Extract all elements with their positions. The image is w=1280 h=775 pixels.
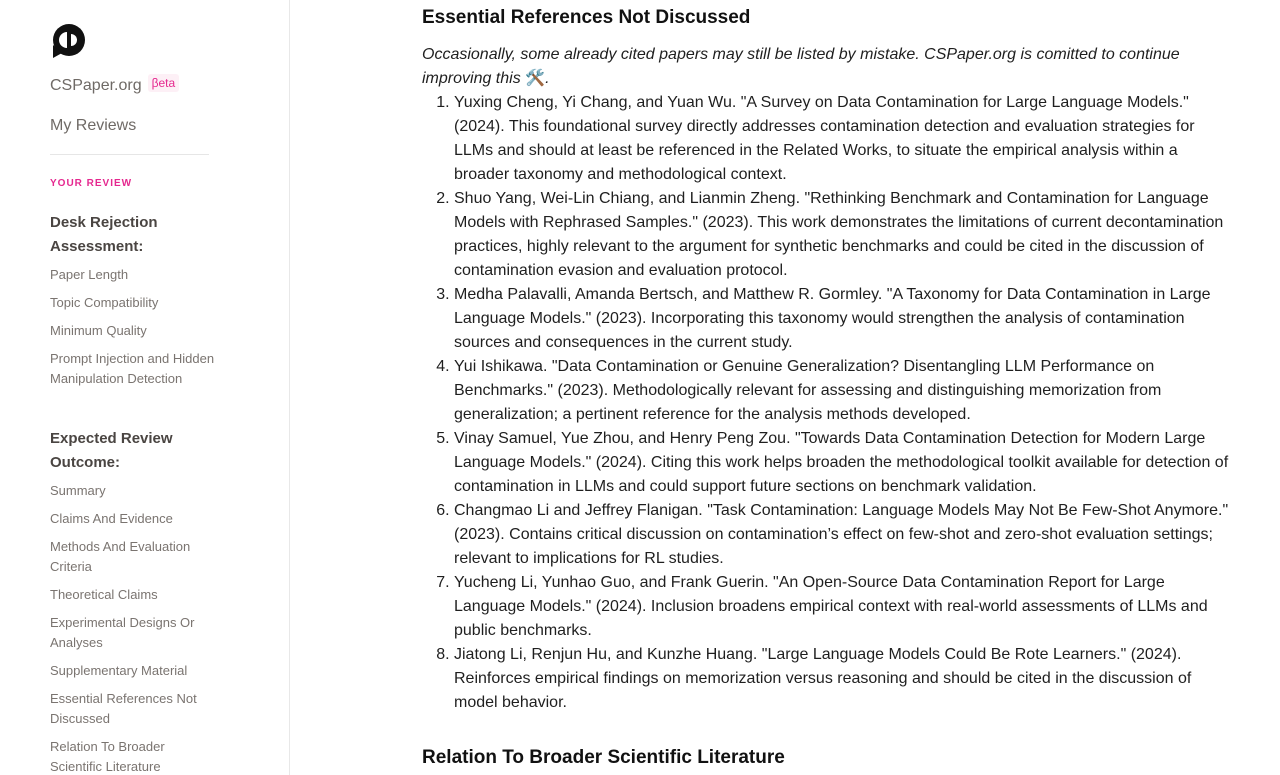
note-text: Occasionally, some already cited papers may still be listed by mistake. CSPaper.org is comitted to continue improving this [422,46,1180,87]
sidebar-divider [50,154,209,155]
nav-item-summary[interactable]: Summary [50,483,106,498]
cspaper-logo-icon[interactable] [50,23,86,59]
main-content [422,0,1234,771]
nav-item-topic-compatibility[interactable]: Topic Compatibility [50,295,159,310]
nav-item-supplementary-material[interactable]: Supplementary Material [50,663,188,678]
beta-badge: βeta [148,74,180,92]
nav-group-expected-review [50,427,215,775]
nav-item-methods-evaluation[interactable]: Methods And Evaluation Criteria [50,539,191,574]
nav-item-experimental-designs[interactable]: Experimental Designs Or Analyses [50,615,195,650]
reference-item: 3. Medha Palavalli, Amanda Bertsch, and Matthew R. Gormley. "A Taxonomy for Data Contamination in Large Language Models." (2023). Incorporating this taxonomy would strengthen the analysis of contamination sources and consequences in the current study. [454,283,1234,355]
section-title: Essential References Not Discussed [422,7,751,28]
nav-heading-desk-rejection[interactable]: Desk Rejection Assessment: [50,214,158,255]
nav-item-theoretical-claims[interactable]: Theoretical Claims [50,587,158,602]
nav-item-minimum-quality[interactable]: Minimum Quality [50,323,147,338]
tools-icon: 🛠️ [525,70,546,87]
nav-item-essential-references[interactable]: Essential References Not Discussed [50,691,197,726]
reference-item: 5. Vinay Samuel, Yue Zhou, and Henry Peng Zou. "Towards Data Contamination Detection for Modern Large Language Models." (2024). Citing this work helps broaden the methodological toolkit available for detection of contamination in LLMs and could support future sections on benchmark validation. [454,427,1234,499]
reference-item: 1. Yuxing Cheng, Yi Chang, and Yuan Wu. "A Survey on Data Contamination for Large Language Models." (2024). This foundational survey directly addresses contamination detection and evaluation strategies for LLMs and should at least be referenced in the Related Works, to situate the empirical analysis within a broader taxonomy and methodological context. [454,91,1234,187]
your-review-label: YOUR REVIEW [50,178,133,189]
brand[interactable] [50,74,179,98]
next-section-title: Relation To Broader Scientific Literature [422,747,785,768]
nav-item-claims-evidence[interactable]: Claims And Evidence [50,511,173,526]
note-end: . [545,70,550,87]
references-list [422,91,1234,715]
reference-item: 2. Shuo Yang, Wei-Lin Chiang, and Lianmin Zheng. "Rethinking Benchmark and Contamination for Language Models with Rephrased Samples." (2023). This work demonstrates the limitations of current decontamination practices, highly relevant to the argument for synthetic benchmarks and could be cited in the discussion of contamination evasion and evaluation protocol. [454,187,1234,283]
my-reviews-link[interactable]: My Reviews [50,117,137,134]
reference-item: 8. Jiatong Li, Renjun Hu, and Kunzhe Huang. "Large Language Models Could Be Rote Learners." (2024). Reinforces empirical findings on memorization versus reasoning and should be cited in the discussion of model behavior. [454,643,1234,715]
reference-item: 6. Changmao Li and Jeffrey Flanigan. "Task Contamination: Language Models May Not Be Few-Shot Anymore." (2023). Contains critical discussion on contamination’s effect on few-shot and zero-shot evaluation settings; relevant to implications for RL studies. [454,499,1234,571]
sidebar [0,0,290,775]
reference-item: 7. Yucheng Li, Yunhao Guo, and Frank Guerin. "An Open-Source Data Contamination Report for Large Language Models." (2024). Inclusion broadens empirical context with real-world assessments of LLMs and public benchmarks. [454,571,1234,643]
nav-item-relation-literature[interactable]: Relation To Broader Scientific Literature [50,739,165,774]
nav-heading-expected-review[interactable]: Expected Review Outcome: [50,430,173,471]
disclaimer-note [422,43,1234,91]
nav-group-desk-rejection [50,211,215,397]
reference-item: 4. Yui Ishikawa. "Data Contamination or Genuine Generalization? Disentangling LLM Performance on Benchmarks." (2023). Methodologically relevant for assessing and distinguishing memorization from generalization; a pertinent reference for the analysis methods developed. [454,355,1234,427]
nav-item-prompt-injection[interactable]: Prompt Injection and Hidden Manipulation Detection [50,351,215,386]
nav-item-paper-length[interactable]: Paper Length [50,267,129,282]
brand-name: CSPaper.org [50,77,142,94]
